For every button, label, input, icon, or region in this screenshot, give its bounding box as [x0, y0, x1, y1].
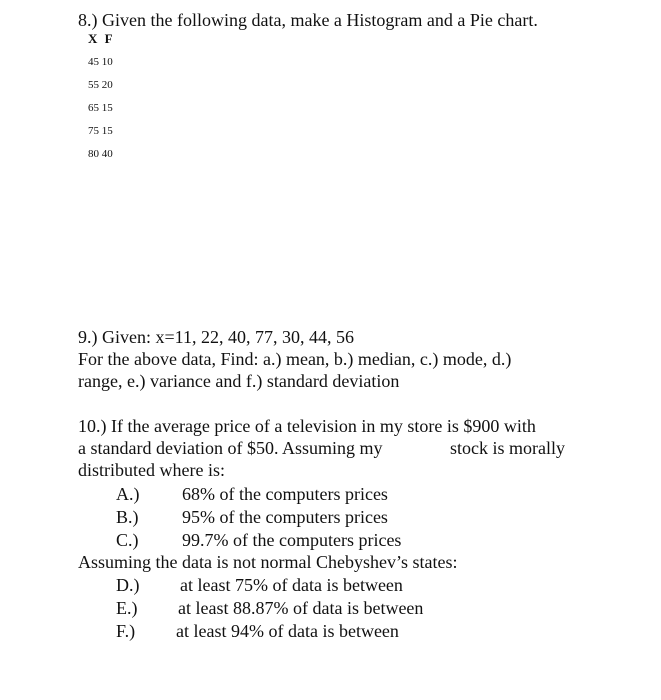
- q10-item-a-text: 68% of the computers prices: [182, 484, 388, 504]
- q10-item-b-text: 95% of the computers prices: [182, 507, 388, 527]
- q10-item-d-text: at least 75% of data is between: [180, 575, 403, 595]
- q10-item-c-label: C.): [116, 530, 139, 550]
- q8-title: 8.) Given the following data, make a Histogram and a Pie chart.: [78, 10, 538, 30]
- q10-line-1: 10.) If the average price of a television in my store is $900 with: [78, 416, 536, 436]
- q8-row-1: 45 10: [88, 56, 113, 68]
- q10-item-e-label: E.): [116, 598, 138, 618]
- q10-line-3: distributed where is:: [78, 460, 225, 480]
- q10-item-e-text: at least 88.87% of data is between: [178, 598, 424, 618]
- q8-row-2: 55 20: [88, 79, 113, 91]
- q10-chebyshev-intro: Assuming the data is not normal Chebyshev’s states:: [78, 552, 458, 572]
- q9-line-1: 9.) Given: x=11, 22, 40, 77, 30, 44, 56: [78, 327, 354, 347]
- q10-item-f-label: F.): [116, 621, 136, 641]
- q8-row-4: 75 15: [88, 125, 113, 137]
- q10-line-2a: a standard deviation of $50. Assuming my: [78, 438, 383, 458]
- q8-row-3: 65 15: [88, 102, 113, 114]
- q9-line-3: range, e.) variance and f.) standard deviation: [78, 371, 400, 391]
- q10-line-2b: stock is morally: [450, 438, 565, 458]
- q10-item-c-text: 99.7% of the computers prices: [182, 530, 402, 550]
- q10-item-b-label: B.): [116, 507, 139, 527]
- q8-table-header: X F: [88, 31, 115, 46]
- q9-line-2: For the above data, Find: a.) mean, b.) median, c.) mode, d.): [78, 349, 512, 369]
- q8-row-5: 80 40: [88, 148, 113, 160]
- q10-item-f-text: at least 94% of data is between: [176, 621, 399, 641]
- q10-item-d-label: D.): [116, 575, 140, 595]
- q10-item-a-label: A.): [116, 484, 140, 504]
